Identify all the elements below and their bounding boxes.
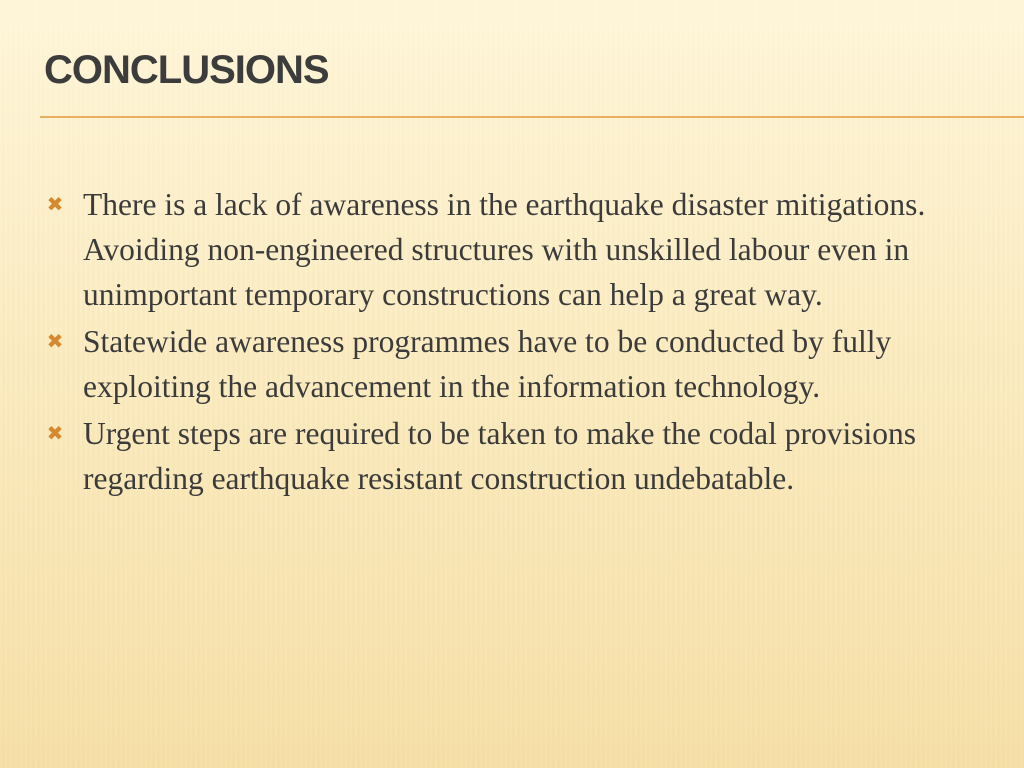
x-mark-icon: ✖ (46, 421, 64, 445)
x-mark-icon: ✖ (46, 192, 64, 216)
bullet-text: Statewide awareness programmes have to be conducted by fully exploiting the advancement in the information technology. (83, 324, 892, 404)
bullet-text: There is a lack of awareness in the earthquake disaster mitigations. Avoiding non-engineered structures with unskilled labour even in unimportant temporary constructions can help a great way. (83, 187, 926, 312)
x-mark-icon: ✖ (46, 329, 64, 353)
list-item (40, 182, 1010, 317)
title-divider (40, 116, 1024, 118)
slide-title: CONCLUSIONS (44, 48, 329, 92)
list-item (40, 411, 1010, 501)
bullet-list (40, 182, 1010, 503)
list-item (40, 319, 1010, 409)
bullet-text: Urgent steps are required to be taken to make the codal provisions regarding earthquake resistant construction undebatable. (83, 416, 917, 496)
